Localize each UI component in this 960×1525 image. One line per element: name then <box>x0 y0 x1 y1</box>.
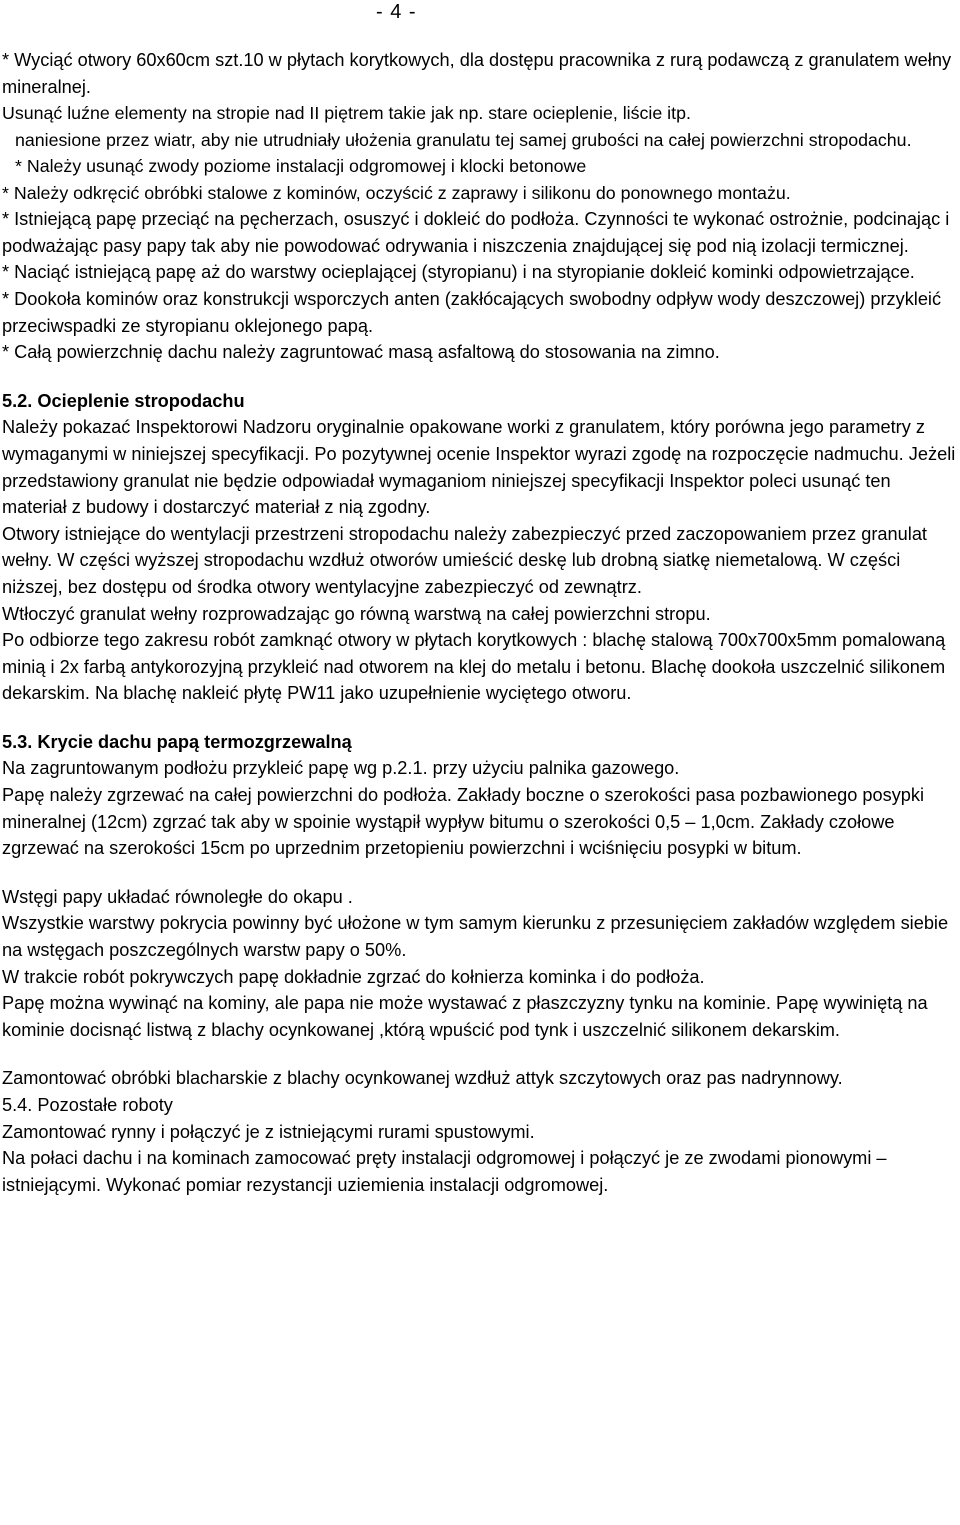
paragraph-5-3-flashings: Zamontować obróbki blacharskie z blachy ocynkowanej wzdłuż attyk szczytowych oraz pas nadrynnowy. <box>2 1068 843 1089</box>
paragraph-5-4-gutters: Zamontować rynny i połączyć je z istniejącymi rurami spustowymi. <box>2 1121 535 1142</box>
section-heading-5-3: 5.3. Krycie dachu papą termozgrzewalną <box>2 731 352 752</box>
paragraph-primer: * Całą powierzchnię dachu należy zagruntować masą asfaltową do stosowania na zimno. <box>2 342 720 363</box>
paragraph-blisters: * Istniejącą papę przeciąć na pęcherzach, osuszyć i dokleić do podłoża. Czynności te wykonać ostrożnie, podcinając i podważając pasy papy tak aby nie powodować odrywania i niszczenia znajdującej się pod nią izolacji termicznej. <box>2 209 950 256</box>
paragraph-wind-debris: naniesione przez wiatr, aby nie utrudniały ułożenia granulatu tej samej grubości na całej powierzchni stropodachu. <box>15 129 912 150</box>
paragraph-openings: * Wyciąć otwory 60x60cm szt.10 w płytach korytkowych, dla dostępu pracownika z rurą podawczą z granulatem wełny mineralnej. <box>2 50 952 97</box>
paragraph-5-3-welding: Papę należy zgrzewać na całej powierzchni do podłoża. Zakłady boczne o szerokości pasa pozbawionego posypki mineralnej (12cm) zgrzać tak aby w spoinie wystąpił wypływ bitumu o szerokości 0,5 – 1,0cm. Zakłady czołowe zgrzewać na szerokości 15cm po uprzednim przetopieniu powierzchni i wciśnięciu posypki w bitum. <box>2 785 925 859</box>
section-heading-5-2: 5.2. Ocieplenie stropodachu <box>2 390 245 411</box>
paragraph-5-2-ventilation: Otwory istniejące do wentylacji przestrzeni stropodachu należy zabezpieczyć przed zaczopowaniem przez granulat wełny. W części wyższej stropodachu wzdłuż otworów umieścić deskę lub drobną siatkę niemetalową. W części niższej, bez dostępu od środka otwory wentylacyjne zabezpieczyć od zewnątrz. <box>2 523 927 597</box>
paragraph-crickets: * Dookoła kominów oraz konstrukcji wsporczych anten (zakłócających swobodny odpływ wody deszczowej) przykleić przeciwspadki ze styropianu oklejonego papą. <box>2 288 942 336</box>
paragraph-flashing-removal: * Należy odkręcić obróbki stalowe z kominów, oczyścić z zaprawy i silikonu do ponownego montażu. <box>2 182 791 203</box>
paragraph-remove-loose: Usunąć luźne elementy na stropie nad II piętrem takie jak np. stare ocieplenie, liście itp. <box>2 103 691 124</box>
paragraph-5-3-layers: Wszystkie warstwy pokrycia powinny być ułożone w tym samym kierunku z przesunięciem zakładów względem siebie na wstęgach poszczególnych warstw papy o 50%. <box>2 913 949 961</box>
paragraph-5-3-collar: W trakcie robót pokrywczych papę dokładnie zgrzać do kołnierza kominka i do podłoża. <box>2 966 705 987</box>
page-number: - 4 - <box>376 1 417 23</box>
paragraph-5-3-primer: Na zagruntowanym podłożu przykleić papę wg p.2.1. przy użyciu palnika gazowego. <box>2 758 680 779</box>
paragraph-5-3-strips: Wstęgi papy układać równoległe do okapu . <box>2 886 353 907</box>
paragraph-5-3-chimneys: Papę można wywinąć na kominy, ale papa nie może wystawać z płaszczyzny tynku na kominie. Papę wywiniętą na kominie docisnąć listwą z blachy ocynkowanej ,którą wpuścić pod tynk i uszczelnić silikonem dekarskim. <box>2 993 928 1040</box>
paragraph-5-4-lightning: Na połaci dachu i na kominach zamocować pręty instalacji odgromowej i połączyć je ze zwodami pionowymi – istniejącymi. Wykonać pomiar rezystancji uziemienia instalacji odgromowej. <box>2 1148 887 1195</box>
paragraph-5-2-inspection: Należy pokazać Inspektorowi Nadzoru oryginalnie opakowane worki z granulatem, który porówna jego parametry z wymaganymi w niniejszej specyfikacji. Po pozytywnej ocenie Inspektor wyrazi zgodę na rozpoczęcie nadmuchu. Jeżeli przedstawiony granulat nie będzie odpowiadał wymaganiom niniejszej specyfikacji Inspektor poleci usunąć ten materiał z budowy i dostarczyć materiał z nią zgodny. <box>2 417 956 518</box>
paragraph-5-2-closing: Po odbiorze tego zakresu robót zamknąć otwory w płytach korytkowych : blachę stalową 700x700x5mm pomalowaną minią i 2x farbą antykorozyjną przykleić nad otworem na klej do metalu i betonu. Blachę dookoła uszczelnić silikonem dekarskim. Na blachę nakleić płytę PW11 jako uzupełnienie wyciętego otworu. <box>2 630 946 704</box>
document-body <box>2 47 958 1198</box>
paragraph-lightning-removal: * Należy usunąć zwody poziome instalacji odgromowej i klocki betonowe <box>15 156 587 177</box>
paragraph-vents: * Naciąć istniejącą papę aż do warstwy ocieplającej (styropianu) i na styropianie dokleić kominki odpowietrzające. <box>2 262 915 283</box>
section-heading-5-4: 5.4. Pozostałe roboty <box>2 1095 173 1115</box>
paragraph-5-2-blowing: Wtłoczyć granulat wełny rozprowadzając go równą warstwą na całej powierzchni stropu. <box>2 603 711 624</box>
